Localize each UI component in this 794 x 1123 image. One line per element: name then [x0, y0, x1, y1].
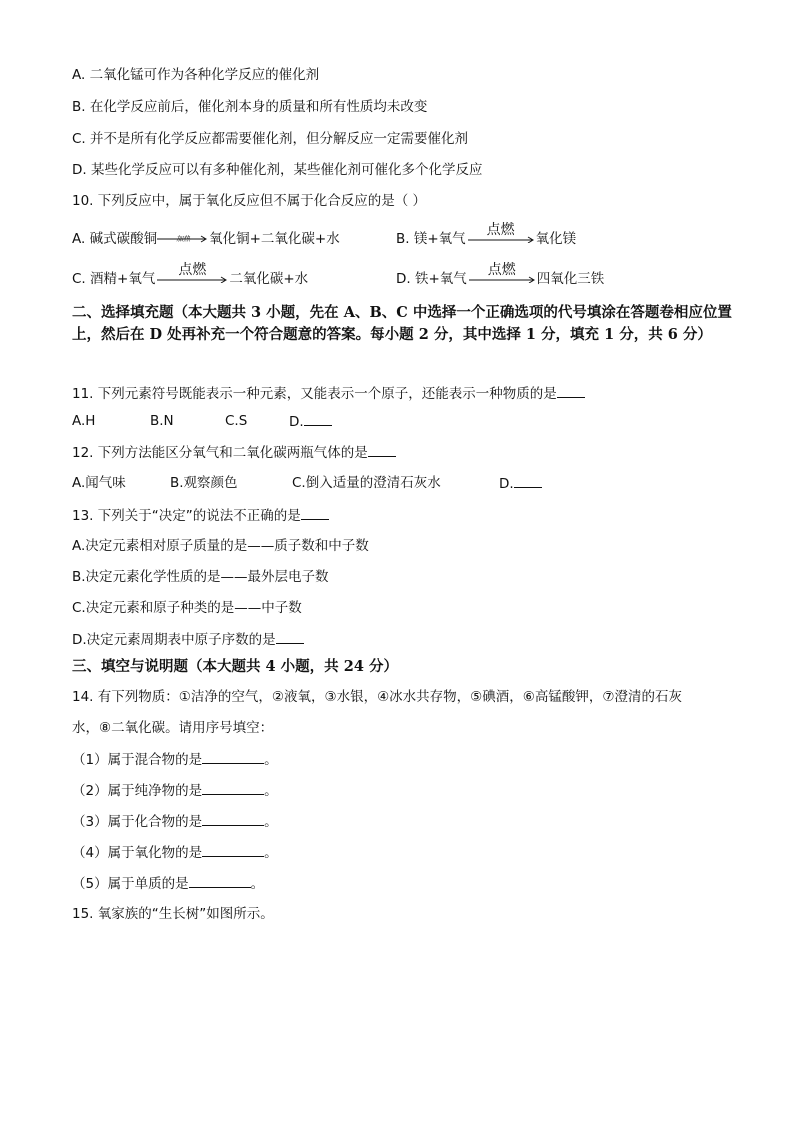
q11-option-a: A.H	[72, 413, 96, 429]
q11-option-c: C.S	[225, 413, 248, 429]
q14-item-label: （5）属于单质的是	[72, 876, 189, 892]
answer-blank[interactable]	[304, 412, 332, 426]
period: 。	[264, 752, 278, 768]
reaction-arrow-ignite	[155, 262, 229, 283]
q12-option-a: A.闻气味	[72, 475, 126, 491]
q12-option-c: C.倒入适量的澄清石灰水	[292, 475, 441, 491]
q10-option-b-label: B. 镁+氧气	[396, 231, 466, 247]
q12-option-d-label: D.	[499, 476, 514, 492]
q10-option-c-product: 二氧化碳+水	[229, 271, 309, 287]
q14-item-4	[72, 843, 278, 862]
section-2-heading: 二、选择填充题（本大题共 3 小题，先在 A、B、C 中选择一个正确选项的代号填涂在答题卷相应位置上，然后在 D 处再补充一个符合题意的答案。每小题 2 分，其中选择 1 分，填充 1 分，共 6 分）	[72, 304, 732, 343]
q14-item-label: （3）属于化合物的是	[72, 814, 203, 830]
q14-item-2	[72, 781, 278, 800]
answer-blank[interactable]	[189, 874, 251, 888]
q13-option-b: B.决定元素化学性质的是——最外层电子数	[72, 569, 329, 585]
reaction-condition: 加热	[176, 235, 191, 243]
q10-stem: 10. 下列反应中，属于氧化反应但不属于化合反应的是（ ）	[72, 193, 427, 209]
answer-blank[interactable]	[202, 781, 264, 795]
reaction-arrow-heat	[157, 233, 209, 243]
q9-option-d: D. 某些化学反应可以有多种催化剂，某些催化剂可催化多个化学反应	[72, 162, 483, 178]
q14-item-5	[72, 874, 264, 893]
reaction-condition: 点燃	[487, 262, 516, 278]
q13-stem	[72, 506, 329, 525]
q11-stem	[72, 384, 585, 403]
q13-option-c: C.决定元素和原子种类的是——中子数	[72, 600, 302, 616]
q13-option-d	[72, 630, 304, 649]
q10-option-b	[396, 222, 577, 248]
q13-stem-text: 13. 下列关于“决定”的说法不正确的是	[72, 508, 301, 524]
period: 。	[264, 783, 278, 799]
period: 。	[264, 814, 278, 830]
q10-option-a-product: 氧化铜+二氧化碳+水	[209, 231, 340, 247]
q14-item-3	[72, 812, 278, 831]
q13-option-d-label: D.决定元素周期表中原子序数的是	[72, 632, 276, 648]
q11-stem-text: 11. 下列元素符号既能表示一种元素，又能表示一个原子，还能表示一种物质的是	[72, 386, 557, 402]
period: 。	[250, 876, 265, 892]
q12-stem	[72, 443, 396, 462]
q10-option-b-product: 氧化镁	[535, 231, 577, 247]
answer-blank[interactable]	[202, 812, 264, 826]
answer-blank[interactable]	[301, 506, 329, 520]
answer-blank[interactable]	[202, 843, 264, 857]
q10-option-c	[72, 262, 309, 288]
q15-stem: 15. 氧家族的“生长树”如图所示。	[72, 906, 274, 922]
answer-blank[interactable]	[368, 443, 396, 457]
reaction-arrow-ignite	[467, 262, 537, 283]
answer-blank[interactable]	[557, 384, 585, 398]
reaction-arrow-ignite	[466, 222, 536, 243]
q9-option-c: C. 并不是所有化学反应都需要催化剂，但分解反应一定需要催化剂	[72, 131, 469, 147]
q11-option-d	[289, 412, 332, 431]
q10-option-d	[396, 262, 605, 288]
q14-stem-line2: 水，⑧二氧化碳。请用序号填空：	[72, 720, 274, 736]
q10-option-a	[72, 230, 340, 248]
q10-option-c-label: C. 酒精+氧气	[72, 271, 156, 287]
q14-item-label: （4）属于氧化物的是	[72, 845, 203, 861]
answer-blank[interactable]	[202, 750, 264, 764]
reaction-condition: 点燃	[486, 222, 515, 238]
q14-item-label: （1）属于混合物的是	[72, 752, 203, 768]
answer-blank[interactable]	[514, 474, 542, 488]
q14-stem-line1: 14. 有下列物质：①洁净的空气，②液氧，③水银，④冰水共存物，⑤碘酒，⑥高锰酸钾，⑦澄清的石灰	[72, 689, 682, 705]
q9-option-b: B. 在化学反应前后，催化剂本身的质量和所有性质均未改变	[72, 99, 428, 115]
q12-stem-text: 12. 下列方法能区分氧气和二氧化碳两瓶气体的是	[72, 445, 368, 461]
period: 。	[264, 845, 278, 861]
q13-option-a: A.决定元素相对原子质量的是——质子数和中子数	[72, 538, 369, 554]
q11-option-b: B.N	[150, 413, 174, 429]
q14-item-1	[72, 750, 278, 769]
section-3-heading: 三、填空与说明题（本大题共 4 小题，共 24 分）	[72, 658, 398, 675]
q11-option-d-label: D.	[289, 414, 304, 430]
q12-option-b: B.观察颜色	[170, 475, 238, 491]
answer-blank[interactable]	[276, 630, 304, 644]
q9-option-a: A. 二氧化锰可作为各种化学反应的催化剂	[72, 67, 320, 83]
q10-option-d-label: D. 铁+氧气	[396, 271, 467, 287]
reaction-condition: 点燃	[178, 262, 207, 278]
q12-option-d	[499, 474, 542, 493]
q14-item-label: （2）属于纯净物的是	[72, 783, 203, 799]
q10-option-d-product: 四氧化三铁	[536, 271, 605, 287]
q10-option-a-label: A. 碱式碳酸铜	[72, 231, 158, 247]
